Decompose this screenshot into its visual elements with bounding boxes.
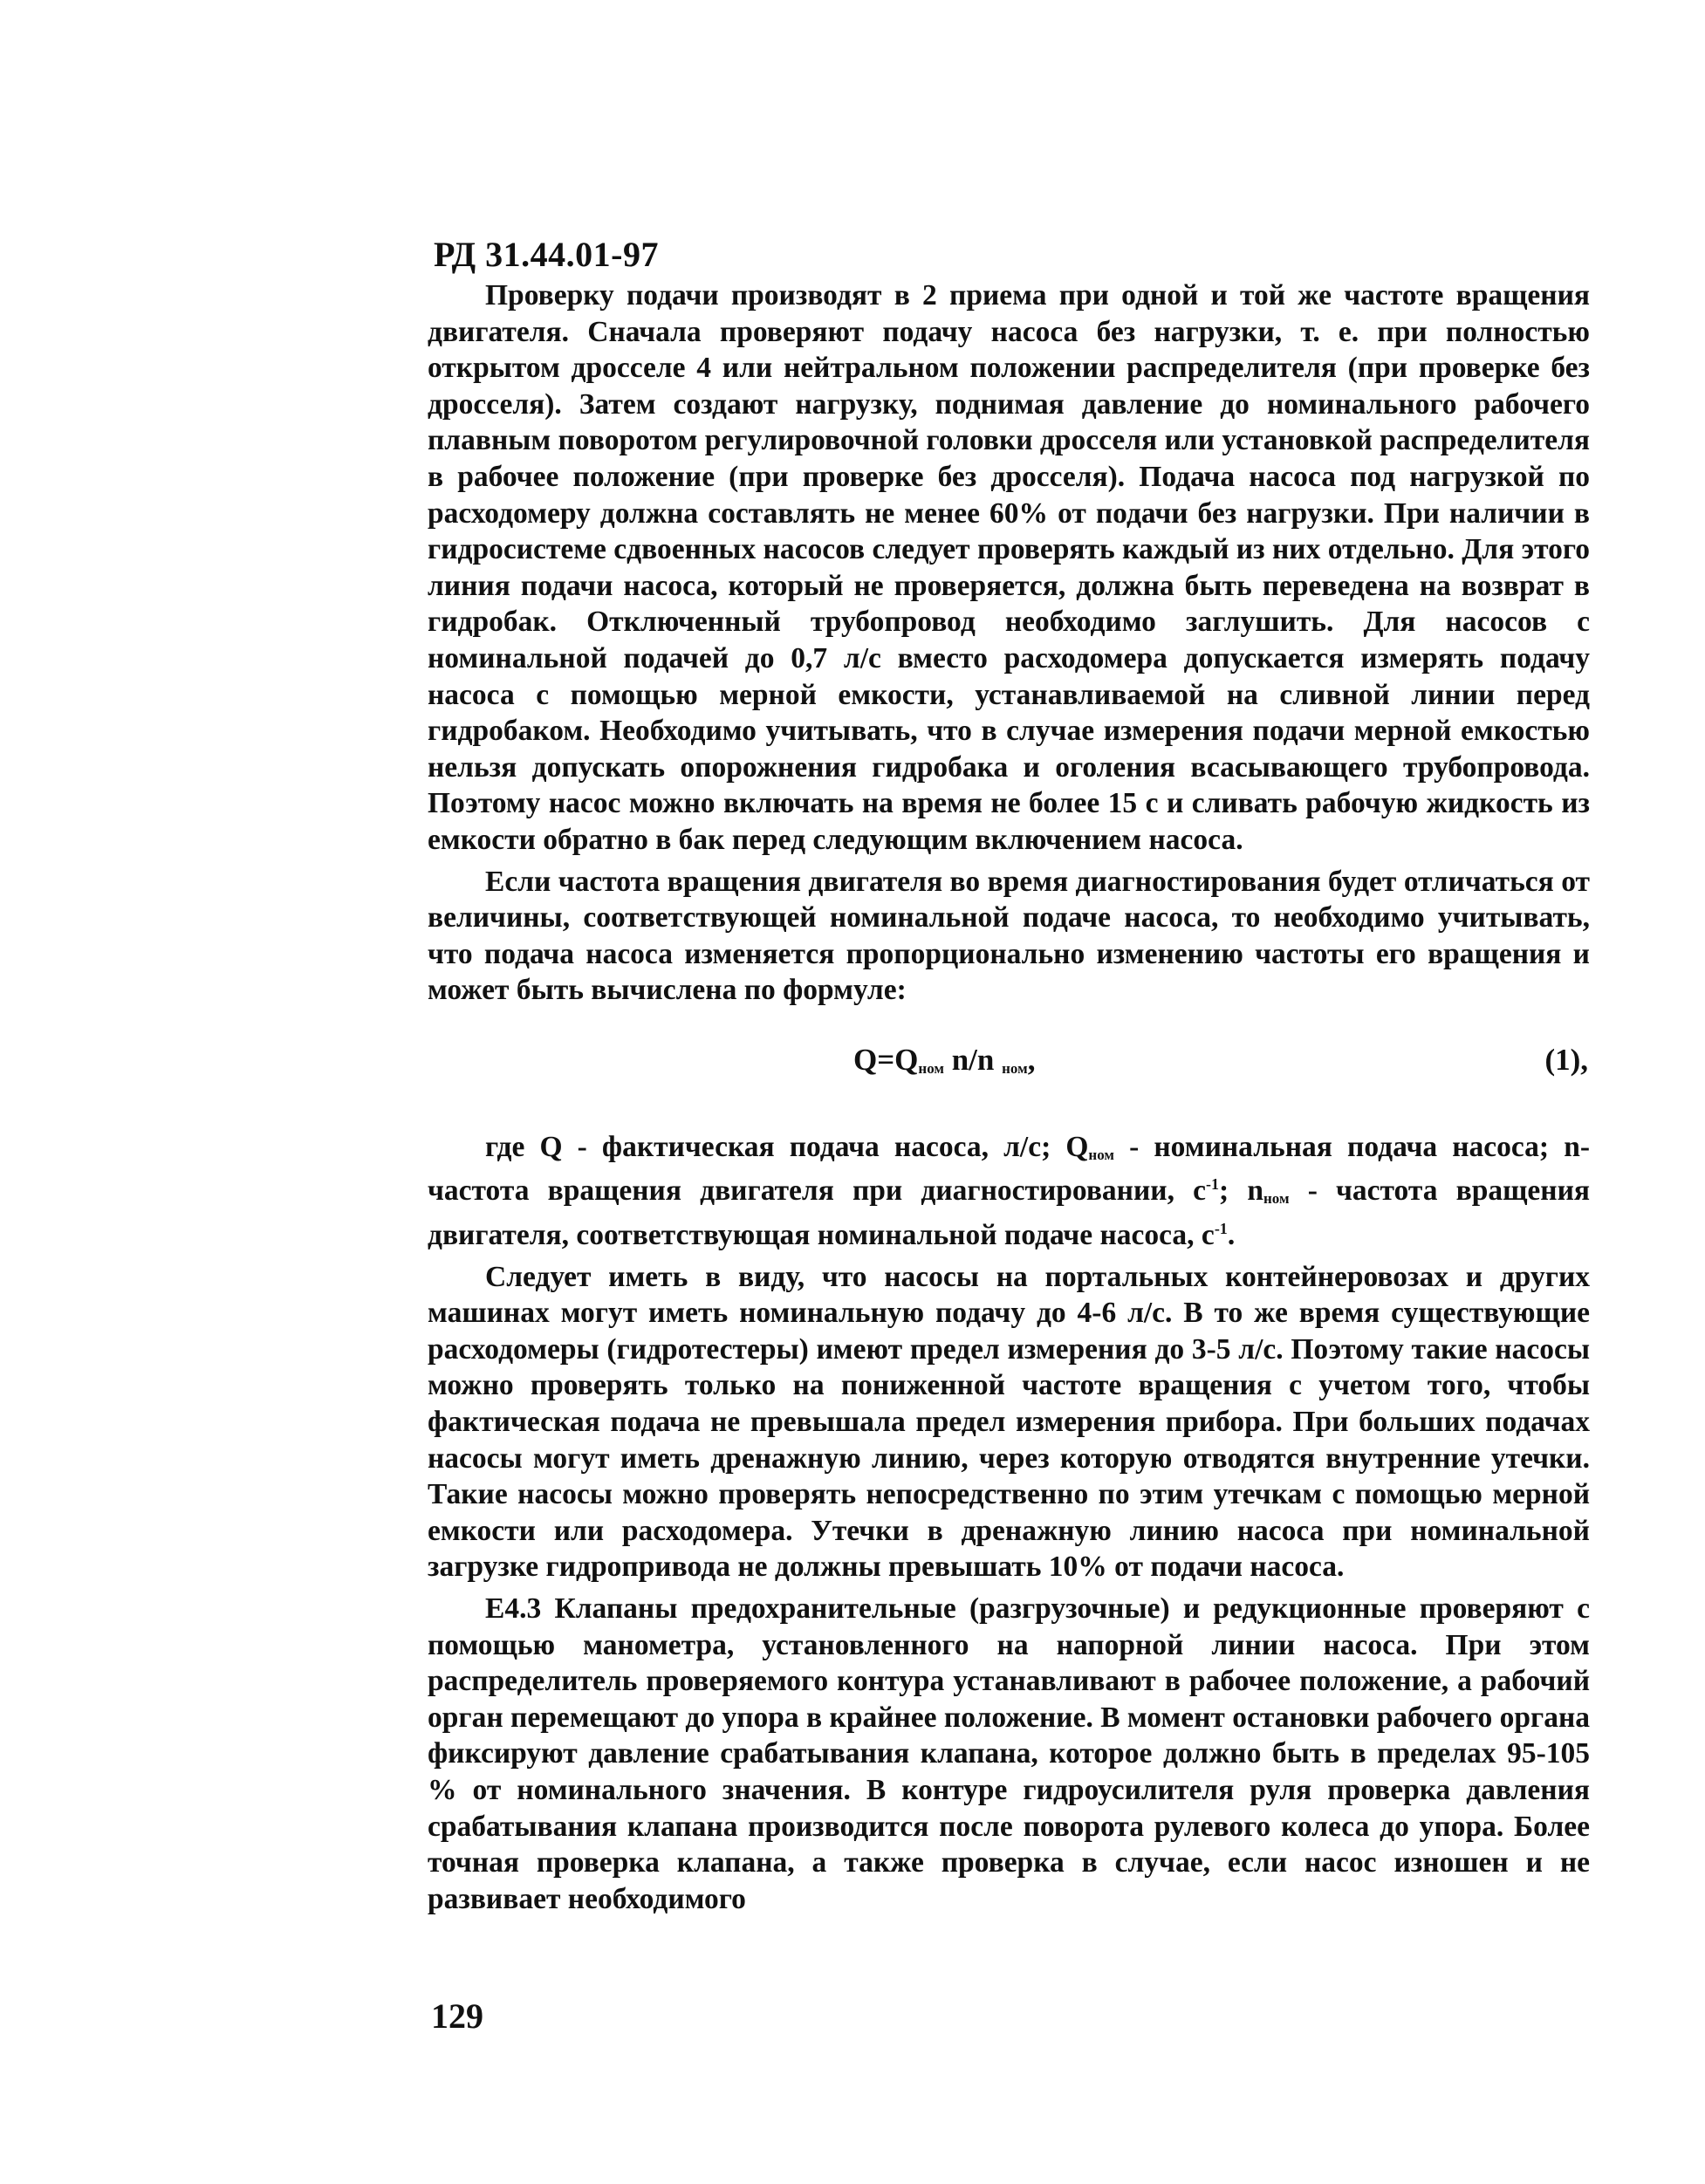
document-code-header: РД 31.44.01-97 [434,235,659,274]
paragraph-portal-container-pumps: Следует иметь в виду, что насосы на портальных контейнеровозах и других машинах могут иметь номинальную подачу до 4-6 л/с. В то же время существующие расходомеры (гидротестеры) имеют предел измерения до 3-5 л/с. Поэтому такие насосы можно проверять только на пониженной частоте вращения с учетом того, чтобы фактическая подача не превышала предел измерения прибора. При больших подачах насосы могут иметь дренажную линию, через которую отводятся внутренние утечки. Такие насосы можно проверять непосредственно по этим утечкам с помощью мерной емкости или расходомера. Утечки в дренажную линию насоса при номинальной загрузке гидропривода не должны превышать 10% от подачи насоса. [428,1260,1590,1584]
paragraph-e4-3-valves: Е4.3 Клапаны предохранительные (разгрузочные) и редукционные проверяют с помощью манометра, установленного на напорной линии насоса. При этом распределитель проверяемого контура устанавливают в рабочее положение, а рабочий орган перемещают до упора в крайнее положение. В момент остановки рабочего органа фиксируют давление срабатывания клапана, которое должно быть в пределах 95-105 % от номинального значения. В контуре гидроусилителя руля проверка давления срабатывания клапана производится после поворота рулевого колеса до упора. Более точная проверка клапана, а также проверка в случае, если насос изношен и не развивает необходимого [428,1592,1590,1915]
formula-number: (1), [1544,1042,1588,1077]
formula-flow-rate: $Q=Q_{ном}$ n/n $_{ном}$, [853,1042,1036,1077]
paragraph-pump-flow-check: Проверку подачи производят в 2 приема при одной и той же частоте вращения двигателя. Сначала проверяют подачу насоса без нагрузки, т. е. при полностью открытом дросселе 4 или нейтральном положении распределителя (при проверке без дросселя). Затем создают нагрузку, поднимая давление до номинального рабочего плавным поворотом регулировочной головки дросселя или установкой распределителя в рабочее положение (при проверке без дросселя). Подача насоса под нагрузкой по расходомеру должна составлять не менее 60% от подачи без нагрузки. При наличии в гидросистеме сдвоенных насосов следует проверять каждый из них отдельно. Для этого линия подачи насоса, который не проверяется, должна быть переведена на возврат в гидробак. Отключенный трубопровод необходимо заглушить. Для насосов с номинальной подачей до 0,7 л/с вместо расходомера допускается измерять подачу насоса с помощью мерной емкости, устанавливаемой на сливной линии перед гидробаком. Необходимо учитывать, что в случае измерения подачи мерной емкостью нельзя допускать опорожнения гидробака и оголения всасывающего трубопровода. Поэтому насос можно включать на время не более 15 с и сливать рабочую жидкость из емкости обратно в бак перед следующим включением насоса. [428,279,1590,856]
formula-row [428,1033,1590,1117]
paragraph-rotation-frequency: Если частота вращения двигателя во время диагностирования будет отличаться от величины, соответствующей номинальной подаче насоса, то необходимо учитывать, что подача насоса изменяется пропорционально изменению частоты его вращения и может быть вычислена по формуле: [428,865,1590,1007]
page-number: 129 [431,1996,483,2036]
paragraph-formula-legend: где Q - фактическая подача насоса, л/с; $Q_{ном}$ - номинальная подача насоса; n-частота вращения двигателя при диагностировании, $с^{-1}$; $n_{ном}$ - частота вращения двигателя, соответствующая номинальной подаче насоса, $с^{-1}$. [428,1130,1590,1252]
main-text-block [428,277,1590,1917]
